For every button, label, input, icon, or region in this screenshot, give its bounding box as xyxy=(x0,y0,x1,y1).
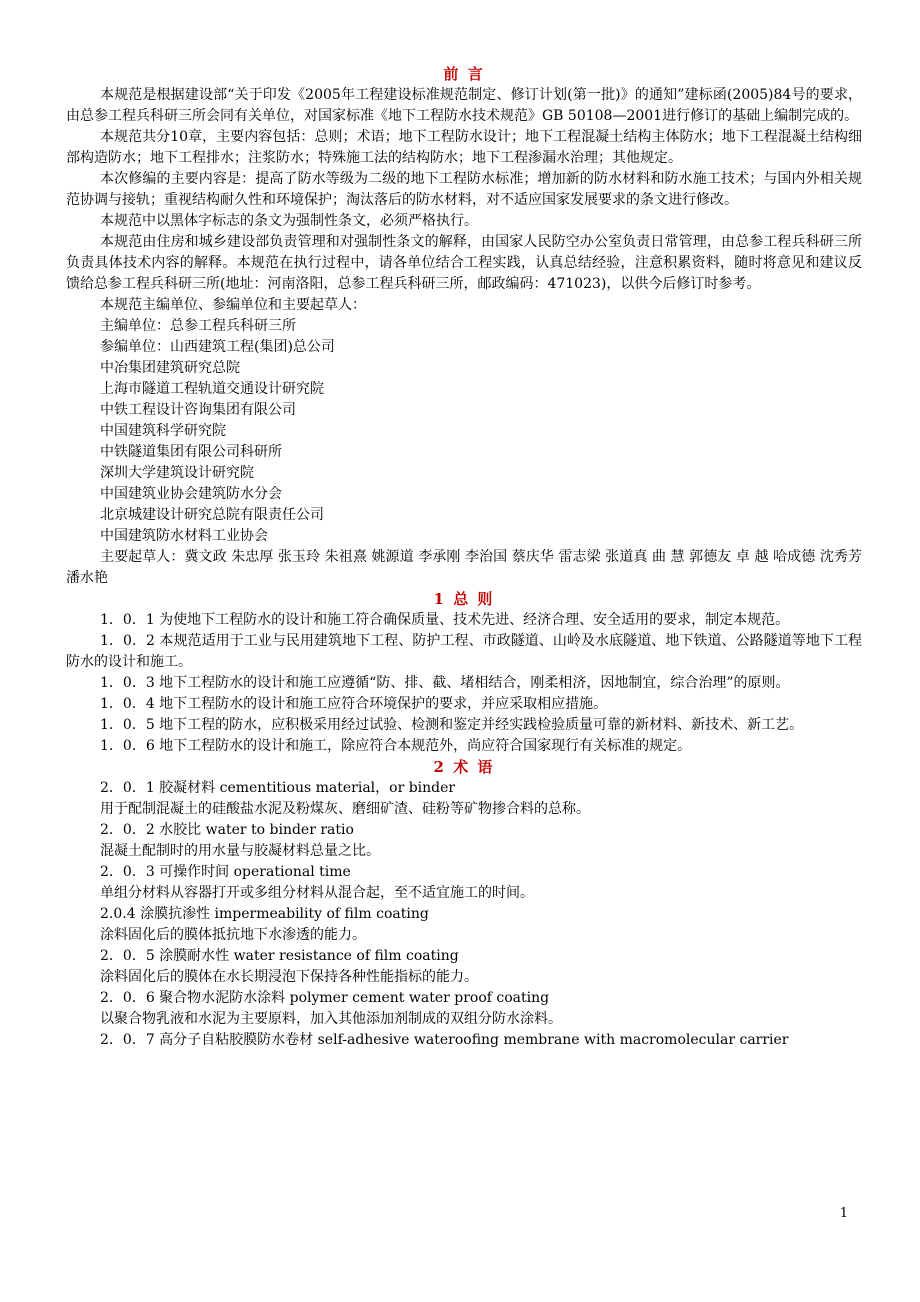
term-definition: 用于配制混凝土的硅酸盐水泥及粉煤灰、磨细矿渣、硅粉等矿物掺合料的总称。 xyxy=(100,801,590,817)
preface-paragraph: 本规范共分10章，主要内容包括：总则；术语；地下工程防水设计；地下工程混凝土结构主体防水；地下工程混凝土结构细部构造防水；地下工程排水；注浆防水；特殊施工法的结构防水；地下工程渗漏水治理；其他规定。 xyxy=(66,129,862,166)
term-heading: 2．0．7 高分子自粘胶膜防水卷材 self-adhesive wateroofing membrane with macromolecular carrier xyxy=(100,1032,789,1048)
unit-line: 中国建筑防水材料工业协会 xyxy=(100,528,268,544)
term-heading: 2．0．2 水胶比 water to binder ratio xyxy=(100,822,354,838)
term-definition: 单组分材料从容器打开或多组分材料从混合起，至不适宜施工的时间。 xyxy=(100,885,534,901)
term-heading: 2.0.4 涂膜抗渗性 impermeability of film coating xyxy=(100,906,429,922)
clause: 1．0．1 为使地下工程防水的设计和施工符合确保质量、技术先进、经济合理、安全适用的要求，制定本规范。 xyxy=(100,612,790,628)
document-page xyxy=(66,64,862,1051)
unit-line: 中国建筑科学研究院 xyxy=(100,423,226,439)
unit-line: 北京城建设计研究总院有限责任公司 xyxy=(100,507,324,523)
clause: 1．0．6 地下工程防水的设计和施工，除应符合本规范外，尚应符合国家现行有关标准的规定。 xyxy=(100,738,692,754)
preface-paragraph: 本规范是根据建设部“关于印发《2005年工程建设标准规范制定、修订计划(第一批)》的通知”建标函(2005)84号的要求，由总参工程兵科研三所会同有关单位，对国家标准《地下工程防水技术规范》GB 50108—2001进行修订的基础上编制完成的。 xyxy=(66,87,862,124)
clause: 1．0．4 地下工程防水的设计和施工应符合环境保护的要求，并应采取相应措施。 xyxy=(100,696,608,712)
clause: 1．0．2 本规范适用于工业与民用建筑地下工程、防护工程、市政隧道、山岭及水底隧道、地下铁道、公路隧道等地下工程防水的设计和施工。 xyxy=(66,633,862,670)
clause: 1．0．5 地下工程的防水，应积极采用经过试验、检测和鉴定并经实践检验质量可靠的新材料、新技术、新工艺。 xyxy=(100,717,804,733)
unit-line: 主编单位：总参工程兵科研三所 xyxy=(100,318,296,334)
term-definition: 涂料固化后的膜体在水长期浸泡下保持各种性能指标的能力。 xyxy=(100,969,478,985)
term-definition: 涂料固化后的膜体抵抗地下水渗透的能力。 xyxy=(100,927,366,943)
term-heading: 2．0．5 涂膜耐水性 water resistance of film coating xyxy=(100,948,459,964)
term-heading: 2．0．1 胶凝材料 cementitious material，or binder xyxy=(100,780,456,796)
preface-paragraph: 本规范主编单位、参编单位和主要起草人： xyxy=(100,297,366,313)
page-number: 1 xyxy=(839,1206,848,1221)
clause: 1．0．3 地下工程防水的设计和施工应遵循“防、排、截、堵相结合，刚柔相济，因地制宜，综合治理”的原则。 xyxy=(100,675,790,691)
chapter2-title: 2 术 语 xyxy=(433,758,495,776)
chapter1-title: 1 总 则 xyxy=(433,590,495,608)
term-definition: 以聚合物乳液和水泥为主要原料，加入其他添加剂制成的双组分防水涂料。 xyxy=(100,1011,562,1027)
unit-line: 上海市隧道工程轨道交通设计研究院 xyxy=(100,381,324,397)
unit-line: 中铁隧道集团有限公司科研所 xyxy=(100,444,282,460)
unit-line: 参编单位：山西建筑工程(集团)总公司 xyxy=(100,339,335,355)
preface-paragraph: 本次修编的主要内容是：提高了防水等级为二级的地下工程防水标准；增加新的防水材料和防水施工技术；与国内外相关规范协调与接轨；重视结构耐久性和环境保护；淘汰落后的防水材料，对不适应国家发展要求的条文进行修改。 xyxy=(66,171,862,208)
term-heading: 2．0．3 可操作时间 operational time xyxy=(100,864,351,880)
term-heading: 2．0．6 聚合物水泥防水涂料 polymer cement water proof coating xyxy=(100,990,550,1006)
drafters-list: 主要起草人：冀文政 朱忠厚 张玉玲 朱祖熹 姚源道 李承刚 李治国 蔡庆华 雷志梁 张道真 曲 慧 郭德友 卓 越 哈成德 沈秀芳 潘水艳 xyxy=(66,549,862,586)
unit-line: 中铁工程设计咨询集团有限公司 xyxy=(100,402,296,418)
term-definition: 混凝土配制时的用水量与胶凝材料总量之比。 xyxy=(100,843,380,859)
unit-line: 中国建筑业协会建筑防水分会 xyxy=(100,486,282,502)
preface-paragraph: 本规范中以黑体字标志的条文为强制性条文，必须严格执行。 xyxy=(100,213,478,229)
unit-line: 中冶集团建筑研究总院 xyxy=(100,360,240,376)
preface-paragraph: 本规范由住房和城乡建设部负责管理和对强制性条文的解释，由国家人民防空办公室负责日常管理，由总参工程兵科研三所负责具体技术内容的解释。本规范在执行过程中，请各单位结合工程实践，认真总结经验，注意积累资料，随时将意见和建议反馈给总参工程兵科研三所(地址：河南洛阳，总参工程兵科研三所，邮政编码：471023)，以供今后修订时参考。 xyxy=(66,234,862,292)
preface-title: 前 言 xyxy=(443,65,485,83)
unit-line: 深圳大学建筑设计研究院 xyxy=(100,465,254,481)
